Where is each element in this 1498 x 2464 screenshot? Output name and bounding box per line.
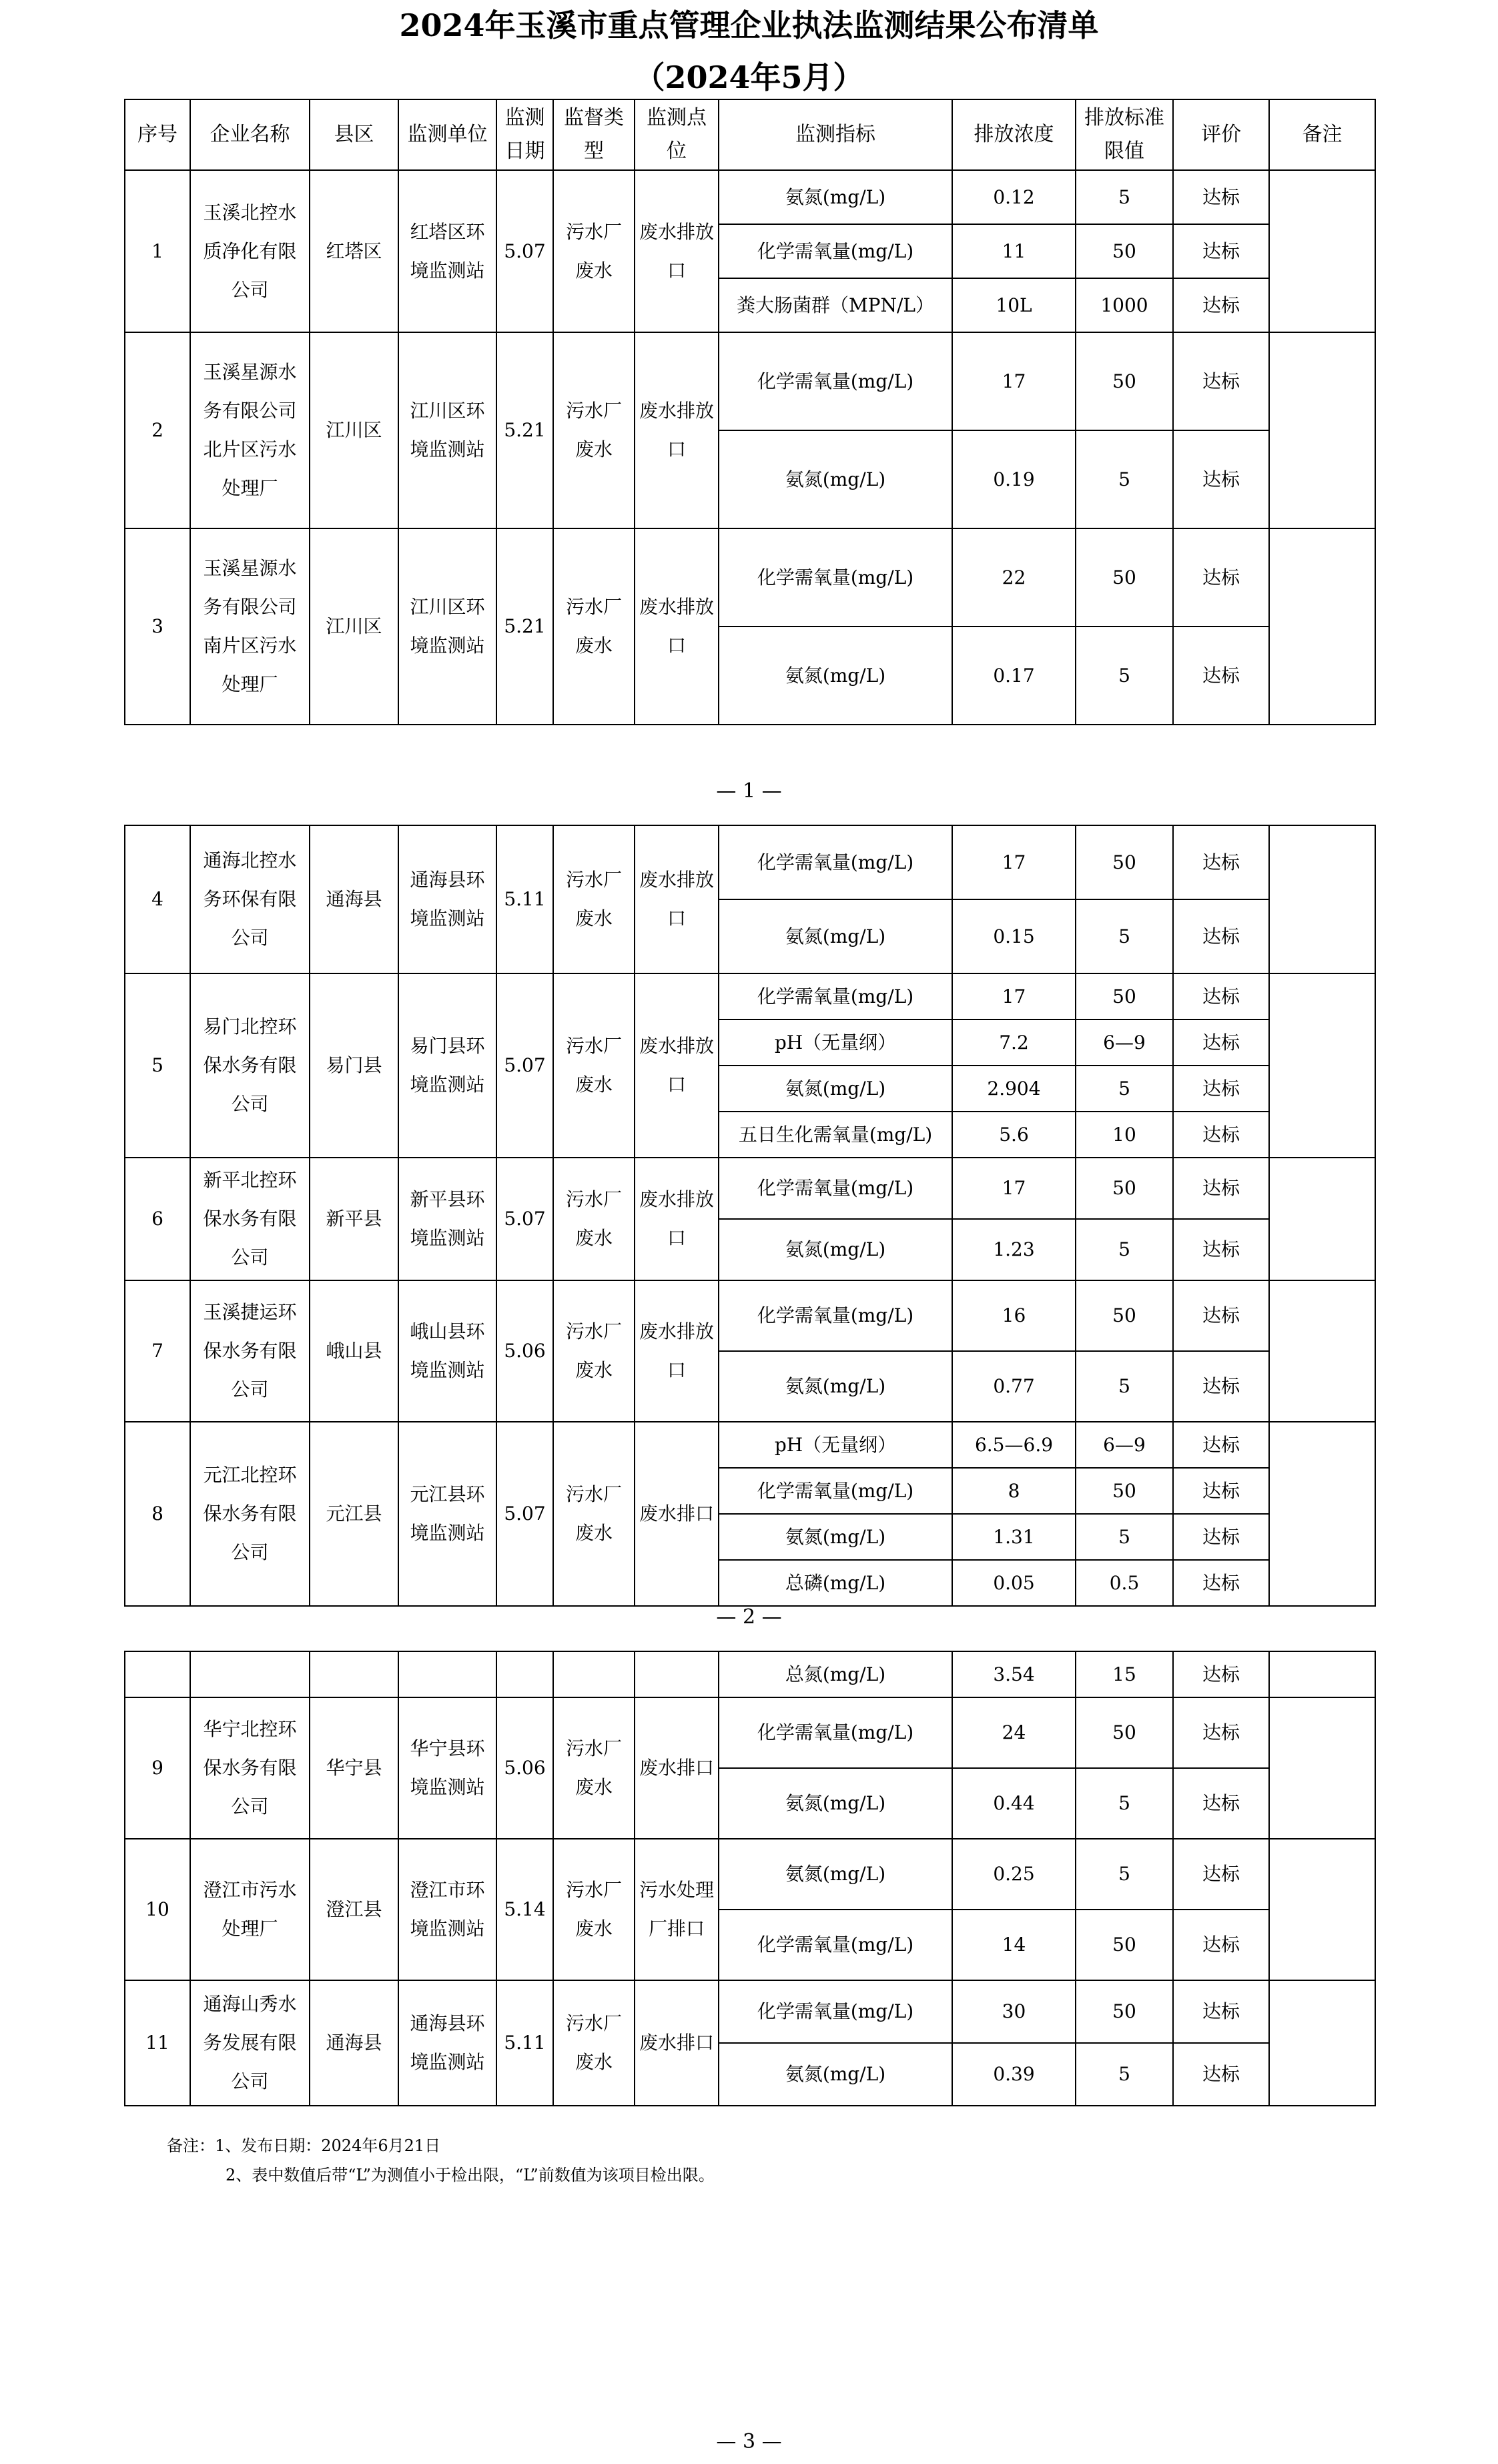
cell-remark bbox=[1269, 825, 1375, 973]
cell-indicator: 氨氮(mg/L) bbox=[719, 2043, 952, 2106]
cell-limit: 50 bbox=[1076, 825, 1173, 899]
document-title: 2024年玉溪市重点管理企业执法监测结果公布清单 bbox=[399, 7, 1099, 43]
cell-evaluation: 达标 bbox=[1173, 332, 1269, 430]
cell-limit: 5 bbox=[1076, 1351, 1173, 1422]
cell-remark bbox=[1269, 528, 1375, 725]
cell-monitor-unit: 通海县环境监测站 bbox=[398, 825, 496, 973]
cell-remark bbox=[1269, 1697, 1375, 1839]
cell-indicator: 化学需氧量(mg/L) bbox=[719, 224, 952, 278]
cell-limit: 50 bbox=[1076, 528, 1173, 627]
cell-supervision-type bbox=[553, 1651, 635, 1697]
cell-county: 峨山县 bbox=[310, 1280, 398, 1422]
cell-concentration: 16 bbox=[952, 1280, 1076, 1351]
header-point: 监测点位 bbox=[635, 99, 719, 170]
cell-seq: 1 bbox=[125, 170, 190, 332]
table-row bbox=[125, 1980, 1375, 2043]
cell-concentration: 6.5—6.9 bbox=[952, 1422, 1076, 1468]
cell-concentration: 17 bbox=[952, 825, 1076, 899]
header-county: 县区 bbox=[310, 99, 398, 170]
cell-indicator: 氨氮(mg/L) bbox=[719, 1066, 952, 1112]
cell-evaluation: 达标 bbox=[1173, 1839, 1269, 1910]
cell-evaluation: 达标 bbox=[1173, 973, 1269, 1019]
cell-concentration: 0.15 bbox=[952, 899, 1076, 973]
cell-monitor-point: 污水处理厂排口 bbox=[635, 1839, 719, 1980]
cell-company-name: 华宁北控环保水务有限公司 bbox=[190, 1697, 310, 1839]
cell-indicator: 总磷(mg/L) bbox=[719, 1560, 952, 1606]
cell-indicator: 化学需氧量(mg/L) bbox=[719, 332, 952, 430]
document-subtitle: （2024年5月） bbox=[634, 59, 864, 95]
cell-indicator: 化学需氧量(mg/L) bbox=[719, 825, 952, 899]
cell-concentration: 0.25 bbox=[952, 1839, 1076, 1910]
cell-date: 5.21 bbox=[496, 528, 553, 725]
cell-limit: 50 bbox=[1076, 224, 1173, 278]
table-row bbox=[125, 1697, 1375, 1768]
table-row bbox=[125, 1280, 1375, 1351]
cell-indicator: 氨氮(mg/L) bbox=[719, 1351, 952, 1422]
cell-concentration: 0.39 bbox=[952, 2043, 1076, 2106]
cell-supervision-type: 污水厂废水 bbox=[553, 170, 635, 332]
cell-indicator: 化学需氧量(mg/L) bbox=[719, 973, 952, 1019]
cell-indicator: 总氮(mg/L) bbox=[719, 1651, 952, 1697]
cell-limit: 10 bbox=[1076, 1112, 1173, 1158]
cell-supervision-type: 污水厂废水 bbox=[553, 825, 635, 973]
cell-company-name: 易门北控环保水务有限公司 bbox=[190, 973, 310, 1158]
table-body bbox=[125, 1651, 1375, 2106]
cell-indicator: 氨氮(mg/L) bbox=[719, 1219, 952, 1280]
cell-county: 新平县 bbox=[310, 1158, 398, 1280]
cell-limit: 50 bbox=[1076, 1158, 1173, 1219]
cell-seq: 11 bbox=[125, 1980, 190, 2106]
cell-date: 5.21 bbox=[496, 332, 553, 528]
cell-evaluation: 达标 bbox=[1173, 1112, 1269, 1158]
cell-date: 5.14 bbox=[496, 1839, 553, 1980]
cell-county: 江川区 bbox=[310, 332, 398, 528]
cell-concentration: 14 bbox=[952, 1910, 1076, 1980]
cell-monitor-point: 废水排放口 bbox=[635, 170, 719, 332]
cell-evaluation: 达标 bbox=[1173, 2043, 1269, 2106]
cell-evaluation: 达标 bbox=[1173, 430, 1269, 528]
cell-supervision-type: 污水厂废水 bbox=[553, 1839, 635, 1980]
cell-evaluation: 达标 bbox=[1173, 1351, 1269, 1422]
cell-company-name: 玉溪北控水质净化有限公司 bbox=[190, 170, 310, 332]
cell-county bbox=[310, 1651, 398, 1697]
cell-date bbox=[496, 1651, 553, 1697]
cell-indicator: 化学需氧量(mg/L) bbox=[719, 1468, 952, 1514]
header-limit: 排放标准限值 bbox=[1076, 99, 1173, 170]
cell-indicator: 氨氮(mg/L) bbox=[719, 170, 952, 224]
header-date: 监测日期 bbox=[496, 99, 553, 170]
cell-monitor-point: 废水排口 bbox=[635, 1980, 719, 2106]
page-number-1: — 1 — bbox=[716, 779, 782, 803]
cell-date: 5.06 bbox=[496, 1697, 553, 1839]
footnotes bbox=[167, 2131, 715, 2190]
cell-indicator: 氨氮(mg/L) bbox=[719, 1768, 952, 1839]
cell-remark bbox=[1269, 1158, 1375, 1280]
table-row bbox=[125, 332, 1375, 430]
cell-evaluation: 达标 bbox=[1173, 825, 1269, 899]
cell-limit: 1000 bbox=[1076, 278, 1173, 332]
cell-concentration: 17 bbox=[952, 1158, 1076, 1219]
cell-evaluation: 达标 bbox=[1173, 170, 1269, 224]
cell-evaluation: 达标 bbox=[1173, 1768, 1269, 1839]
table-row bbox=[125, 973, 1375, 1019]
table-row bbox=[125, 1839, 1375, 1910]
cell-seq: 8 bbox=[125, 1422, 190, 1606]
cell-limit: 50 bbox=[1076, 1910, 1173, 1980]
cell-indicator: 氨氮(mg/L) bbox=[719, 1839, 952, 1910]
cell-limit: 50 bbox=[1076, 1697, 1173, 1768]
cell-evaluation: 达标 bbox=[1173, 1651, 1269, 1697]
cell-evaluation: 达标 bbox=[1173, 1219, 1269, 1280]
cell-evaluation: 达标 bbox=[1173, 1468, 1269, 1514]
cell-limit: 50 bbox=[1076, 332, 1173, 430]
cell-concentration: 10L bbox=[952, 278, 1076, 332]
cell-evaluation: 达标 bbox=[1173, 1422, 1269, 1468]
cell-limit: 5 bbox=[1076, 2043, 1173, 2106]
header-unit: 监测单位 bbox=[398, 99, 496, 170]
cell-county: 通海县 bbox=[310, 825, 398, 973]
header-name: 企业名称 bbox=[190, 99, 310, 170]
cell-limit: 5 bbox=[1076, 627, 1173, 725]
cell-indicator: 五日生化需氧量(mg/L) bbox=[719, 1112, 952, 1158]
cell-indicator: 化学需氧量(mg/L) bbox=[719, 1910, 952, 1980]
cell-evaluation: 达标 bbox=[1173, 278, 1269, 332]
cell-evaluation: 达标 bbox=[1173, 1280, 1269, 1351]
cell-company-name: 新平北控环保水务有限公司 bbox=[190, 1158, 310, 1280]
cell-remark bbox=[1269, 973, 1375, 1158]
cell-concentration: 17 bbox=[952, 973, 1076, 1019]
cell-evaluation: 达标 bbox=[1173, 1697, 1269, 1768]
header-remark: 备注 bbox=[1269, 99, 1375, 170]
cell-indicator: 氨氮(mg/L) bbox=[719, 899, 952, 973]
cell-evaluation: 达标 bbox=[1173, 1514, 1269, 1560]
cell-concentration: 1.31 bbox=[952, 1514, 1076, 1560]
cell-seq: 10 bbox=[125, 1839, 190, 1980]
cell-county: 元江县 bbox=[310, 1422, 398, 1606]
cell-evaluation: 达标 bbox=[1173, 1158, 1269, 1219]
cell-remark bbox=[1269, 1422, 1375, 1606]
table-header-row bbox=[125, 99, 1375, 170]
header-indicator: 监测指标 bbox=[719, 99, 952, 170]
cell-limit: 5 bbox=[1076, 1768, 1173, 1839]
header-conc: 排放浓度 bbox=[952, 99, 1076, 170]
cell-evaluation: 达标 bbox=[1173, 1980, 1269, 2043]
cell-company-name: 玉溪星源水务有限公司北片区污水处理厂 bbox=[190, 332, 310, 528]
cell-limit: 0.5 bbox=[1076, 1560, 1173, 1606]
cell-monitor-point: 废水排口 bbox=[635, 1422, 719, 1606]
cell-limit: 6—9 bbox=[1076, 1422, 1173, 1468]
cell-monitor-unit: 华宁县环境监测站 bbox=[398, 1697, 496, 1839]
cell-company-name: 元江北控环保水务有限公司 bbox=[190, 1422, 310, 1606]
cell-supervision-type: 污水厂废水 bbox=[553, 1980, 635, 2106]
cell-indicator: 化学需氧量(mg/L) bbox=[719, 1280, 952, 1351]
cell-county: 江川区 bbox=[310, 528, 398, 725]
cell-indicator: 氨氮(mg/L) bbox=[719, 1514, 952, 1560]
cell-evaluation: 达标 bbox=[1173, 528, 1269, 627]
cell-indicator: 化学需氧量(mg/L) bbox=[719, 1697, 952, 1768]
cell-seq: 2 bbox=[125, 332, 190, 528]
cell-seq: 6 bbox=[125, 1158, 190, 1280]
cell-monitor-point: 废水排放口 bbox=[635, 332, 719, 528]
cell-date: 5.06 bbox=[496, 1280, 553, 1422]
header-type: 监督类型 bbox=[553, 99, 635, 170]
table-row bbox=[125, 528, 1375, 627]
cell-seq: 4 bbox=[125, 825, 190, 973]
cell-monitor-unit: 江川区环境监测站 bbox=[398, 528, 496, 725]
cell-supervision-type: 污水厂废水 bbox=[553, 1422, 635, 1606]
cell-monitor-unit: 红塔区环境监测站 bbox=[398, 170, 496, 332]
results-table-page-2 bbox=[124, 825, 1376, 1607]
cell-seq bbox=[125, 1651, 190, 1697]
cell-supervision-type: 污水厂废水 bbox=[553, 1697, 635, 1839]
cell-concentration: 7.2 bbox=[952, 1019, 1076, 1066]
cell-monitor-unit: 峨山县环境监测站 bbox=[398, 1280, 496, 1422]
cell-concentration: 8 bbox=[952, 1468, 1076, 1514]
cell-concentration: 24 bbox=[952, 1697, 1076, 1768]
cell-supervision-type: 污水厂废水 bbox=[553, 1158, 635, 1280]
cell-seq: 3 bbox=[125, 528, 190, 725]
cell-county: 通海县 bbox=[310, 1980, 398, 2106]
cell-date: 5.11 bbox=[496, 825, 553, 973]
cell-seq: 9 bbox=[125, 1697, 190, 1839]
cell-monitor-unit: 澄江市环境监测站 bbox=[398, 1839, 496, 1980]
footnote-1: 备注：1、发布日期：2024年6月21日 bbox=[167, 2136, 441, 2155]
cell-evaluation: 达标 bbox=[1173, 1910, 1269, 1980]
results-table-page-1 bbox=[124, 99, 1376, 725]
cell-limit: 50 bbox=[1076, 1980, 1173, 2043]
cell-indicator: 氨氮(mg/L) bbox=[719, 627, 952, 725]
cell-limit: 50 bbox=[1076, 1468, 1173, 1514]
cell-county: 澄江县 bbox=[310, 1839, 398, 1980]
cell-evaluation: 达标 bbox=[1173, 1066, 1269, 1112]
cell-evaluation: 达标 bbox=[1173, 1019, 1269, 1066]
cell-remark bbox=[1269, 332, 1375, 528]
cell-supervision-type: 污水厂废水 bbox=[553, 332, 635, 528]
cell-company-name: 通海山秀水务发展有限公司 bbox=[190, 1980, 310, 2106]
cell-limit: 5 bbox=[1076, 899, 1173, 973]
cell-company-name: 玉溪捷运环保水务有限公司 bbox=[190, 1280, 310, 1422]
table-row bbox=[125, 1422, 1375, 1468]
table-row bbox=[125, 1651, 1375, 1697]
cell-supervision-type: 污水厂废水 bbox=[553, 1280, 635, 1422]
cell-evaluation: 达标 bbox=[1173, 1560, 1269, 1606]
cell-date: 5.07 bbox=[496, 973, 553, 1158]
cell-company-name bbox=[190, 1651, 310, 1697]
cell-concentration: 22 bbox=[952, 528, 1076, 627]
table-row bbox=[125, 825, 1375, 899]
cell-concentration: 0.77 bbox=[952, 1351, 1076, 1422]
cell-monitor-point: 废水排放口 bbox=[635, 1158, 719, 1280]
cell-monitor-unit: 江川区环境监测站 bbox=[398, 332, 496, 528]
cell-limit: 50 bbox=[1076, 1280, 1173, 1351]
page-number-2: — 2 — bbox=[716, 1605, 782, 1629]
cell-monitor-unit: 新平县环境监测站 bbox=[398, 1158, 496, 1280]
cell-limit: 50 bbox=[1076, 973, 1173, 1019]
cell-remark bbox=[1269, 1980, 1375, 2106]
cell-indicator: pH（无量纲） bbox=[719, 1422, 952, 1468]
cell-limit: 5 bbox=[1076, 170, 1173, 224]
cell-limit: 5 bbox=[1076, 430, 1173, 528]
cell-remark bbox=[1269, 170, 1375, 332]
cell-monitor-point: 废水排放口 bbox=[635, 825, 719, 973]
footnote-2: 2、表中数值后带“L”为测值小于检出限，“L”前数值为该项目检出限。 bbox=[226, 2166, 715, 2184]
cell-concentration: 17 bbox=[952, 332, 1076, 430]
cell-concentration: 0.44 bbox=[952, 1768, 1076, 1839]
cell-concentration: 11 bbox=[952, 224, 1076, 278]
cell-indicator: 氨氮(mg/L) bbox=[719, 430, 952, 528]
table-body bbox=[125, 825, 1375, 1606]
cell-county: 红塔区 bbox=[310, 170, 398, 332]
cell-supervision-type: 污水厂废水 bbox=[553, 973, 635, 1158]
header-eval: 评价 bbox=[1173, 99, 1269, 170]
table-row bbox=[125, 1158, 1375, 1219]
cell-limit: 5 bbox=[1076, 1514, 1173, 1560]
cell-concentration: 5.6 bbox=[952, 1112, 1076, 1158]
cell-date: 5.07 bbox=[496, 1158, 553, 1280]
cell-indicator: 化学需氧量(mg/L) bbox=[719, 1980, 952, 2043]
cell-monitor-point: 废水排口 bbox=[635, 1697, 719, 1839]
cell-limit: 5 bbox=[1076, 1066, 1173, 1112]
cell-monitor-point: 废水排放口 bbox=[635, 973, 719, 1158]
cell-limit: 5 bbox=[1076, 1219, 1173, 1280]
cell-limit: 15 bbox=[1076, 1651, 1173, 1697]
cell-monitor-point bbox=[635, 1651, 719, 1697]
cell-monitor-unit bbox=[398, 1651, 496, 1697]
cell-seq: 5 bbox=[125, 973, 190, 1158]
table-body bbox=[125, 170, 1375, 725]
cell-monitor-unit: 元江县环境监测站 bbox=[398, 1422, 496, 1606]
cell-concentration: 0.19 bbox=[952, 430, 1076, 528]
cell-concentration: 3.54 bbox=[952, 1651, 1076, 1697]
cell-concentration: 2.904 bbox=[952, 1066, 1076, 1112]
cell-date: 5.07 bbox=[496, 1422, 553, 1606]
cell-company-name: 玉溪星源水务有限公司南片区污水处理厂 bbox=[190, 528, 310, 725]
cell-monitor-unit: 通海县环境监测站 bbox=[398, 1980, 496, 2106]
cell-indicator: 化学需氧量(mg/L) bbox=[719, 528, 952, 627]
table-row bbox=[125, 170, 1375, 224]
cell-remark bbox=[1269, 1839, 1375, 1980]
cell-concentration: 1.23 bbox=[952, 1219, 1076, 1280]
cell-monitor-point: 废水排放口 bbox=[635, 1280, 719, 1422]
cell-remark bbox=[1269, 1651, 1375, 1697]
cell-indicator: 化学需氧量(mg/L) bbox=[719, 1158, 952, 1219]
cell-concentration: 0.05 bbox=[952, 1560, 1076, 1606]
cell-date: 5.11 bbox=[496, 1980, 553, 2106]
page-number-3: — 3 — bbox=[716, 2430, 782, 2453]
cell-monitor-point: 废水排放口 bbox=[635, 528, 719, 725]
header-seq: 序号 bbox=[125, 99, 190, 170]
cell-concentration: 0.12 bbox=[952, 170, 1076, 224]
cell-monitor-unit: 易门县环境监测站 bbox=[398, 973, 496, 1158]
cell-evaluation: 达标 bbox=[1173, 627, 1269, 725]
cell-indicator: pH（无量纲） bbox=[719, 1019, 952, 1066]
cell-concentration: 30 bbox=[952, 1980, 1076, 2043]
cell-limit: 6—9 bbox=[1076, 1019, 1173, 1066]
cell-concentration: 0.17 bbox=[952, 627, 1076, 725]
cell-seq: 7 bbox=[125, 1280, 190, 1422]
cell-evaluation: 达标 bbox=[1173, 899, 1269, 973]
cell-county: 华宁县 bbox=[310, 1697, 398, 1839]
cell-indicator: 粪大肠菌群（MPN/L） bbox=[719, 278, 952, 332]
cell-evaluation: 达标 bbox=[1173, 224, 1269, 278]
cell-supervision-type: 污水厂废水 bbox=[553, 528, 635, 725]
cell-limit: 5 bbox=[1076, 1839, 1173, 1910]
cell-company-name: 通海北控水务环保有限公司 bbox=[190, 825, 310, 973]
cell-remark bbox=[1269, 1280, 1375, 1422]
cell-date: 5.07 bbox=[496, 170, 553, 332]
cell-company-name: 澄江市污水处理厂 bbox=[190, 1839, 310, 1980]
results-table-page-3 bbox=[124, 1651, 1376, 2106]
cell-county: 易门县 bbox=[310, 973, 398, 1158]
